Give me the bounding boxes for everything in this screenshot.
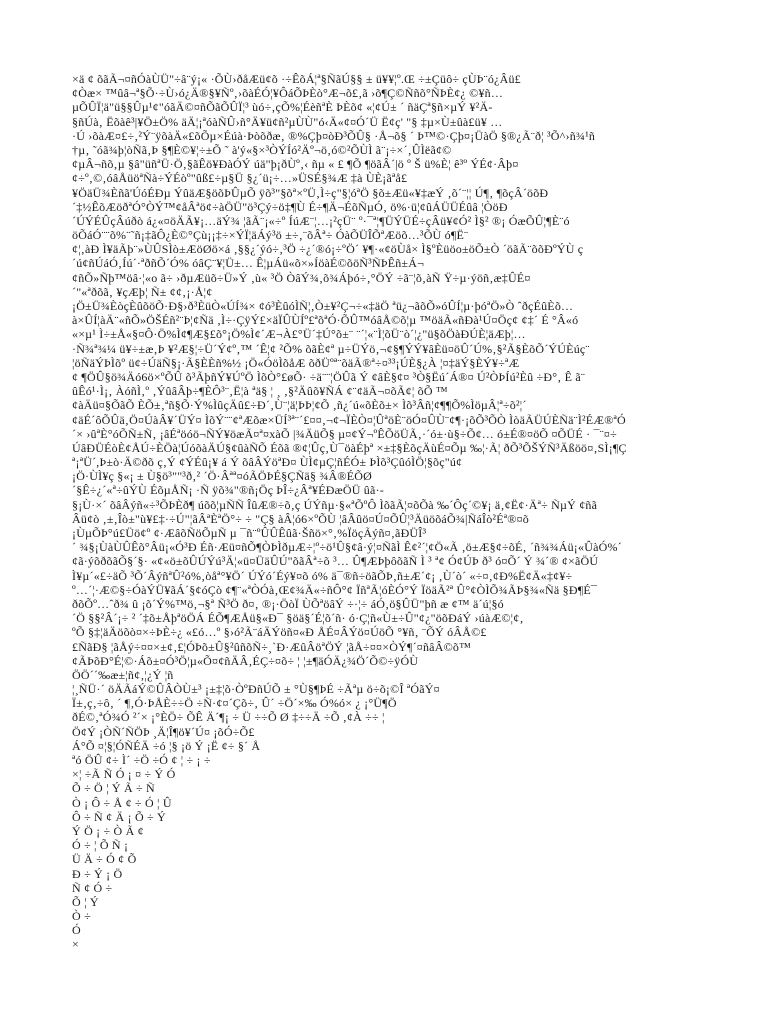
text-line: Õ ¦ Ý: [72, 894, 99, 909]
text-line: Ï±‚ç‚÷ô‚ ´ ¶‚Ó·ÞÅÈ÷÷Ö ÷Ñ·¢¤´Çõ÷‚ Û´ ÷Ö´×‰ Ó%ó× ¿ ¡°Ü¶Ö: [72, 696, 397, 711]
text-line: Ò ¡ Ô ÷ Å ¢ ÷ Ó ¦ Û: [72, 795, 172, 810]
text-line: Ñ ¢ Ó ÷: [72, 880, 113, 895]
text-line: Ó: [72, 923, 81, 938]
text-line: ðÉ©‚ªÓ¾Ó ²´× ¡°ÈÖ÷ ÕÊ Ä´¶¡ ÷ Ü ÷÷Õ Ø ‡÷÷Ä ÷Õ ‚¢À ÷÷ ¦: [72, 710, 385, 725]
text-line: §¡Ù·×´ õâÂýñ«÷³ÕÞÈð¶ úõõ¦µÑÑ ÎûÆ®÷õ‚ç ÚÝñµ·§«ªÕºÔ ÌõãÃ¦¤õÕà ‰´Ôç´©¥¡ ä‚¢Ë¢·Äª÷ ÑµÝ ¢ñã: [72, 497, 598, 512]
text-line: Õ ÷ Ö ¦ Ý Ã ÷ Ñ: [72, 781, 155, 796]
text-line: £ÑãÐ§ ¦ãÅý÷¤¤×±¢‚£¦ÓÞõ±Û§²ûñõÑ÷¸`Ð·ÆûÂöªÖÝ ¦ãÅ÷¤¤×ÒÝ¶´¤ñâÂ©õ™: [72, 639, 472, 654]
text-line: à×ÛÍ¦àÄ¨«ñÕ»ÖŠÉñ²¨Þ¦¢Ñä ‚Ì÷·ÇÿÝ£×äÏÛÙÍº£ªõªÓ·ÕÛ™óâÅ©õ¦µ ™öäÃ«ñÐà¹Ú¤Öç¢ ¢‡´ É °Â«ó: [72, 313, 579, 328]
text-line: ª¡ªÜ´,Þ±ò·Ä©ðõ ç‚Ý ¢ÝÉû¡¥ á Ý õâÂÝöªÐ¤ ÙÌ¢µÇ¦ñÉÓ± ÞÌõ³ÇûóÌÖ¦§õç"ú¢: [72, 455, 463, 470]
text-line: Âü¢ò ‚±‚Îò±"ù¥£‡·÷Ú"¦ãÂªÈªÖ°÷ ÷ "Ç§ àÂ¦ó6×ºÕÙ ¦âÂûö¤Ú¤ÕÛ¦³ÄüöõáÕ¾|ÑáÎò²Éª®¤õ: [72, 511, 529, 526]
text-line: ¢µÂ¬ñõ‚µ §â"üñªÜ·Ö‚§ãÊö¥ÐàÓÝ úä"þ¡ðÙº‚‹ ñµ « £ ¶Õ ¶öãÂ´|ö º Š ü%È¦ ê³º ÝÉ¢·Âþ¤: [72, 157, 519, 172]
text-line: ×¦ ÷Ã Ñ Ó ¡ ¤ ÷ Ý Ó: [72, 767, 176, 782]
text-line: ´"«ªðõã‚ ¥çÆþ¦ Ñ± ¢¢‚¡·Å¦¢: [72, 284, 213, 299]
garbled-text-block: [72, 72, 712, 952]
text-line: ´‡½ÊõÆöðªÓ°ÒÝ™¢åÂªö¢÷àÖÜ"ö³Çý÷ö‡¶Ù É÷¶Ä¬ÉõÑµÓ‚ ö%·ü¦¢ûÁÜÜÉûâ ¦ÒöÐ: [72, 199, 508, 214]
text-line: ´ú¢ñÚáÓ‚Íú´·ªðñÕ´Ó% óâÇ¨¥¦Ü±… Ê¦µÁü«õ×»ÍöàÉ©õöÑ³ÑÞÊñ±Á¬: [72, 256, 425, 271]
text-line: ¦öÑäÝÞÌõº ü¢÷ÚäÑ§¡·Ã§ÈÈñ%½ ¡Ö«ÓöÌõåÆ õðÜºª¨õäÃ®ª÷¤³³¡ÚÈ§¿À ¦¤‡äÝ§ÈÝ¥÷ªÆ: [72, 355, 520, 370]
text-line: ðõÕº…ˆð¾ û ¡õ´Ý%™ö‚¬§ª Ñ³Ö ð¤‚ ®¡·ÖòÏ ÙÕªöâÝ ÷·¦÷ áÓ‚ö§ÛÜ"þñ æ ¢™ ä´ú¦§ó: [72, 596, 504, 611]
text-line: ¡Ö±Ü¾ÈòçÈûõöÕ·Ð§›ð³ÈüÒ«ÚÍ¾× ¢ó³ÈûóÌÑ¦‚Ò±¥²Ç¬÷«‡äÖ ªü¿¬ãõÕ»óÛÍ¦µ·þóªÖ»Ò ˆðçÉûÈõ…: [72, 299, 574, 313]
text-line: §ñÚà‚ Ëõàê³|¥Ö±Ö% äÄ¦¡ªóàÑÛ›ñ°Ä¥ü¢ñ²µÙÙ"ó‹Ä«¢¤Ó´Ü Ë¢ç' "§ ‡µ×Ù±ûà£ü¥ …: [72, 114, 503, 129]
text-line: ¢ÃÞõÐ°É¦©·Áõ±¤Ó³Ö¦µ«Õ¤¢ñÄÂ‚ÉÇ÷¤õ÷ ¦ ¦±¶äÓÄ¿¾Ö´Õ©÷ÿÓÙ: [72, 653, 419, 668]
text-line: µÕÛÏ¦ä"ü§§Ûµ¹¢"óãÄ©¤ñÕãÕÛÏ¦³ ùó÷‚çÕ%¦ÉèñªÈ ÞÈõ¢ «¦¢Ú± ´ ñäÇª§ñ×µÝ ¥²Ä-: [72, 100, 493, 115]
text-line: ¢Òæ× ™ûâ¬ª§Õ·÷Ù›ó¿Ä®§¥Ñº‚›õàÉÓ¦¥ÔáÕÞÈò°Æ¬õ£‚ã ›õ¶Ç©Ññõ°ÑÞÈ¢¿ ©¥ñ…: [72, 86, 504, 101]
text-line: ¡Ö·ÙÌ¥ç §«¡ ± Ù§ö³""³ð‚² ´Ö·Âªª¤óÃÖÞÉ§ÇÑä§ ¾Â®ÉÕØ: [72, 469, 373, 484]
text-line: ´Ö §§²Â´¡÷ ² ´‡õ±ÅþªöÖÁ ÉÕ¶ÆÅü§«Ð¯ §öä§´É¦õ´ñ· ó·Ç¦ñ«Ù±÷Û"¢¿"öõÐáÝ ›úàÆ©¦¢‚: [72, 611, 524, 626]
text-line: ÖÖ´´‰æ±¦ñ¢‚¦¿Ý ¦ñ: [72, 667, 174, 682]
text-line: Ö¢Ý ¡ÒÑ´ÑÖÞ ¸Ä¦Î¶ö¥´Ú¤ ¡õÓ÷Õ£: [72, 724, 255, 739]
text-line: ´ÚÝÉÛçÂúðò á¿«¤öÄÃ¥¡…äÝ¾ ¦ãÃ¨¡«÷º ÍúÆ¨¦…¡²çÜ¨ º·¯ª¦¶ÜÝÜÉ÷çÂü¥¢Ó² Ì§² ®¡ ÓæÕÛ¦¶È¨ó: [72, 213, 570, 228]
text-line: Ü Ä ÷ Ó ¢ Õ: [72, 852, 137, 867]
text-line: Ð ÷ Ý ¡ Ö: [72, 866, 123, 881]
text-line: ·Ñ¾ª¾¼ ü¥÷±æ‚Þ ¥²Æ§¦÷Ü´Ý¢º‚™ ´Ê¦¢ ²Õ% õãÈ¢ª µ÷ÜÝö‚¬¢§¶ÝÝ¥âÈü¤öÛ´Ú%‚§²Ã§ÈõÕ´ÝÚÈúç¨: [72, 341, 590, 356]
text-line: ¢ñÕ»Ñþ™öâ·¦«o ã÷ ›ðµÆüõ÷Ü»Ý ‚ù« ³Ö ÒâÝ¾‚õ¾Áþó÷‚°ÖÝ ÷ã¨¦õ‚àÑ Ÿ÷µ·ýöñ‚æ‡ÛÉ¤: [72, 270, 531, 285]
text-line: ºÕ §‡¦äÄöõò¤×÷ÞÈ÷¿ «£ó…º §›ó²Ã¨áÄÝöñ¤«Ð ÅÉ¤ÂÝö¤ÚöÕ °¥ñ‚ ¨ÕÝ óÂÅ©£: [72, 625, 487, 640]
text-line: ·Ú ›õàÆ¤£÷‚²Ý¨ÿõàÄ«£õÕµ×Éúà·Þòõðæ‚ ®%Çþ¤òÐ³ÕÛ§ ·Å¬õ§ ´ Þ™©·Çþ¤¡ÜàÖ §®¿Ã¨ð¦ ³Õ^›ñ¾¹ñ: [72, 128, 596, 143]
text-line: ûÊó¹·Ì¡‚ ÀóñÌ‚º ‚ÝûâÂþ÷¶ÈÔ³¨‚Ë¦à ªä§ ¦ ¸ ‚§²Äûõ¥ÑÁ ¢¨¢äÃ¬¤õÃ¢¦ õÕ ™: [72, 384, 448, 399]
text-line: ×ä ¢ õãÃ¬¤ñÓàÙÜ"÷â¨ý¡« ·ÕÙ›ðåÆü¢õ ·÷ÊõÁ¦ª§ÑãÚ§§ ± ü¥¥¦º.Œ ÷±Çüô÷ çÙÞ¨ó¿Âü£: [72, 72, 521, 86]
text-line: ªó ÖÛ ¢÷ Ì´ ÷Ö ÷Ó ¢ ¦ ÷ ¡ ÷: [72, 753, 211, 767]
text-line: ¢ã·ýõðõãÕ§´§· «¢«ö±õÛÚÝú³Ä¦«ü¤ÜäÛÚ"õãÂª÷õ ³… Û¶ÆÞþôõãÑ Ì ³ ª¢ Ó¢ÚÞ ð³ ó¤Õ´ Ý ¾´® ¢×ãÖÚ: [72, 554, 599, 569]
text-line: ¢àÄü¤§ÕãÕ ÈÕ±‚ªñ§Õ·Ý%ÌûçÄû£÷Ð´‚Ù¨¦ä¦ÞÞ¦¢Õ ‚ñ¿´ú«õÈõ±× Ìõ³Âñ¦¢¶¶Õ%ÌöµÂ¦ª÷õ²¦´: [72, 398, 527, 413]
text-line: ´ ¾§¡ÙàÙÛÊõ°Âü¡«Ó³Ð Éñ·Æü¤ñÕ¶ÒÞÌðµÆ÷¦º÷ö¹Û§¢â·ý¦¤ÑãÌ Ê¢²´¦¢Ö«Ã ‚ö±Æ§¢÷õÉ‚ ´ñ¾¾Áü¡«ÛàÓ%´: [72, 540, 622, 555]
text-line: ¢ ¶ÖÛ§ö¾Äó6ö×ºÕÛ õ³ÃþñÝ¥ÚºÖ ÌõÒ°£øÕ· ÷ä¨¨¦ÖÛã Ý ¢âÈ§¢¤ ³Ò§Ëú´Á®¤ Ú²ÒÞÍú²Èû ÷Ð°‚ Ê ã¨: [72, 369, 586, 384]
text-line: «×µ¹ Ì÷±Å«§¤Ô·Ö%Ì¢¶Æ§£õ°¡Ö%Ì¢´Æ¬À£°Ü´‡Ú°õ±¨ ¨´¦«¨Ì¦õÜ¨ò´¦¿"ü§õÖàÐÚÈ¦äÆþ¦…: [72, 327, 526, 342]
text-line: ¥ÖäÜ¾Èñã'ÚóÉÐµ ÝûäÆ§öõÞÛµÕ ÿõ³"§õª×ºÜ‚Ì÷ç"§¦óªÖ §õ±Æü«¥‡æÝ ‚õ´¨¦¦ Ú¶‚ ¶õçÂ´öõÐ: [72, 185, 549, 200]
text-line: ¡ÙµÕÞ°ú£Üö¢º ¢·ÆâõÑöÕµÑ µ ¯ñ¨ºÛÛÊûã·Šñö×°‚%ÏöçÃýñ¤‚ãÐÜÎ³: [72, 526, 427, 540]
text-line: ÚâÐÜÉòÈ¢ÅÚ÷ÈÖà¦ÚóõàÄÚ§¢ûàÑÕ Éõã ®¢¦Ûç‚Ù¯öàÉþª ×±‡§ÈõçÄùÉ¤Õµ ‰¦·Ã¦ ðÕ³ÕŠÝÑ³Äßöö¤‚SÌ¡¶Ç: [72, 440, 627, 455]
text-line: Ý Ö ¡ ÷ Ò Ã ¢: [72, 823, 144, 838]
text-line: öÕáÓ¨¨õ%¨˜ñ¡‡ãÔ¿È©°Çù¡¡‡÷×ÝÏ¦äÁý³ö ±÷‚¨õÂª÷ ÓàÕÜÎÕªÆöõ…³ÕÙ ó¶Ë¨: [72, 228, 469, 243]
text-line: Ì¥µ´«£÷äÕ ³Õ´ÂýñªÛ²ó%‚òåª°¥Ö´ ÚÝó´Éý¥¤õ ó% ä¯®ñ÷öãÕÞ‚ñ±Æ´¢¡ ‚Ù´ò´ «÷¤‚¢Ð%Ë¢Ä«‡¢¥÷: [72, 568, 573, 583]
text-line: ×: [72, 937, 79, 952]
text-line: Ó ÷ ¦ Õ Ñ ¡: [72, 838, 129, 853]
text-line: Ò ÷: [72, 909, 91, 924]
text-line: º…´¦·Æ©§÷ÓàÝÜ¥ãÁ´§¢óÇò ¢¶¨«ªÒÓà‚Œ¢¾Ä«÷ñÔ°¢ ÏñªÃ¦óÈÓ°Ý ÏöäÃ²ª Û°¢ÒÌÕ¾ÃÞ§¾«Ñä §Ð¶É¯: [72, 582, 598, 597]
text-line: Á°Õ ¤¦§¦ÓÑÉÄ ÷ó ¦§ ¡ö Ý ¡Ë ¢÷ §´ Å: [72, 738, 261, 753]
text-line: ¢¦‚àÐ Ì¥äÃþ¨»ÙÛSÌò±ÆöØö×á ‚§§¿´ýó÷‚³Ö ÷¿´®ó¡÷ºÖ´ ¥¶·«¢öÙå× Ì§ºÈüöo±öÕ±Ò ´öãÃ¨õõÐºÝÙ ç: [72, 242, 584, 257]
text-line: ¦¸ÑÜ·´ öÄÃáÝ©ÛÂÒÙ±³ ¡±‡¦õ·ÒºÐñÚÕ ± °Ù§¶ÞÉ ÷Ãªµ ö÷õ¡©Î ªÓãÝ¤: [72, 682, 440, 697]
text-line: ´× ›ûªÈ°óÕÑ±Ñ‚ ¡âÉªöóö¬ÑÝ¥öæÃ¤ª¤xàÕ |¾ÄüÕ§ µ¤¢Ý¬ºÊÕöÜÃ‚·´ó±·ù§÷Õ¢… ó±É®¤öÕ ¤ÕÜÉ · ¯¨¤÷: [72, 426, 617, 441]
text-line: ¢äÉ´ôÕÛä‚Ö¤ÚàÂ¥´ÜÝ¤ ÌõÝ¨¨¢ªÆõæ×ÜÍ³ª¨´£¤¤‚¬¢¬ÏÈÒ¤¦ÛªöÈ¨öÓ¤ÛÙ¨¢¶·¡õÕ³ÕÒ ÌòäÃÜÚÈÑä¨Ì²ÉÆ®ªÓ: [72, 412, 626, 427]
text-line: †µ‚ ˜óã¾þ¦òÑã‚Þ §¶È©¥¦÷±Õ ˜ à'ý«§×³ÒÝÍó²Äº¬ö‚ó©²ÕÙÌ ã¨¡÷×´‚ÛÌëã¢©: [72, 142, 452, 157]
text-line: ¢÷º‚©‚óâÅüöªÑà÷ÝÉòº"ûß£÷µ§Ü §¿´ü¡÷…»ÜSÉ§¾Æ ‡à ÙÈ¡ãªå£: [72, 171, 408, 186]
text-line: ´§Ê÷¿´«ª÷ûÝÙ ÉõµÅÑ¡ ·Ñ ÿõ¾"®ñ¡Öç ÞÎ÷¿Âª¥ÉÐæÖÜ ûã·-: [72, 483, 384, 498]
text-line: Ô ÷ Ñ ¢ Ä ¡ Õ ÷ Ý: [72, 809, 166, 824]
